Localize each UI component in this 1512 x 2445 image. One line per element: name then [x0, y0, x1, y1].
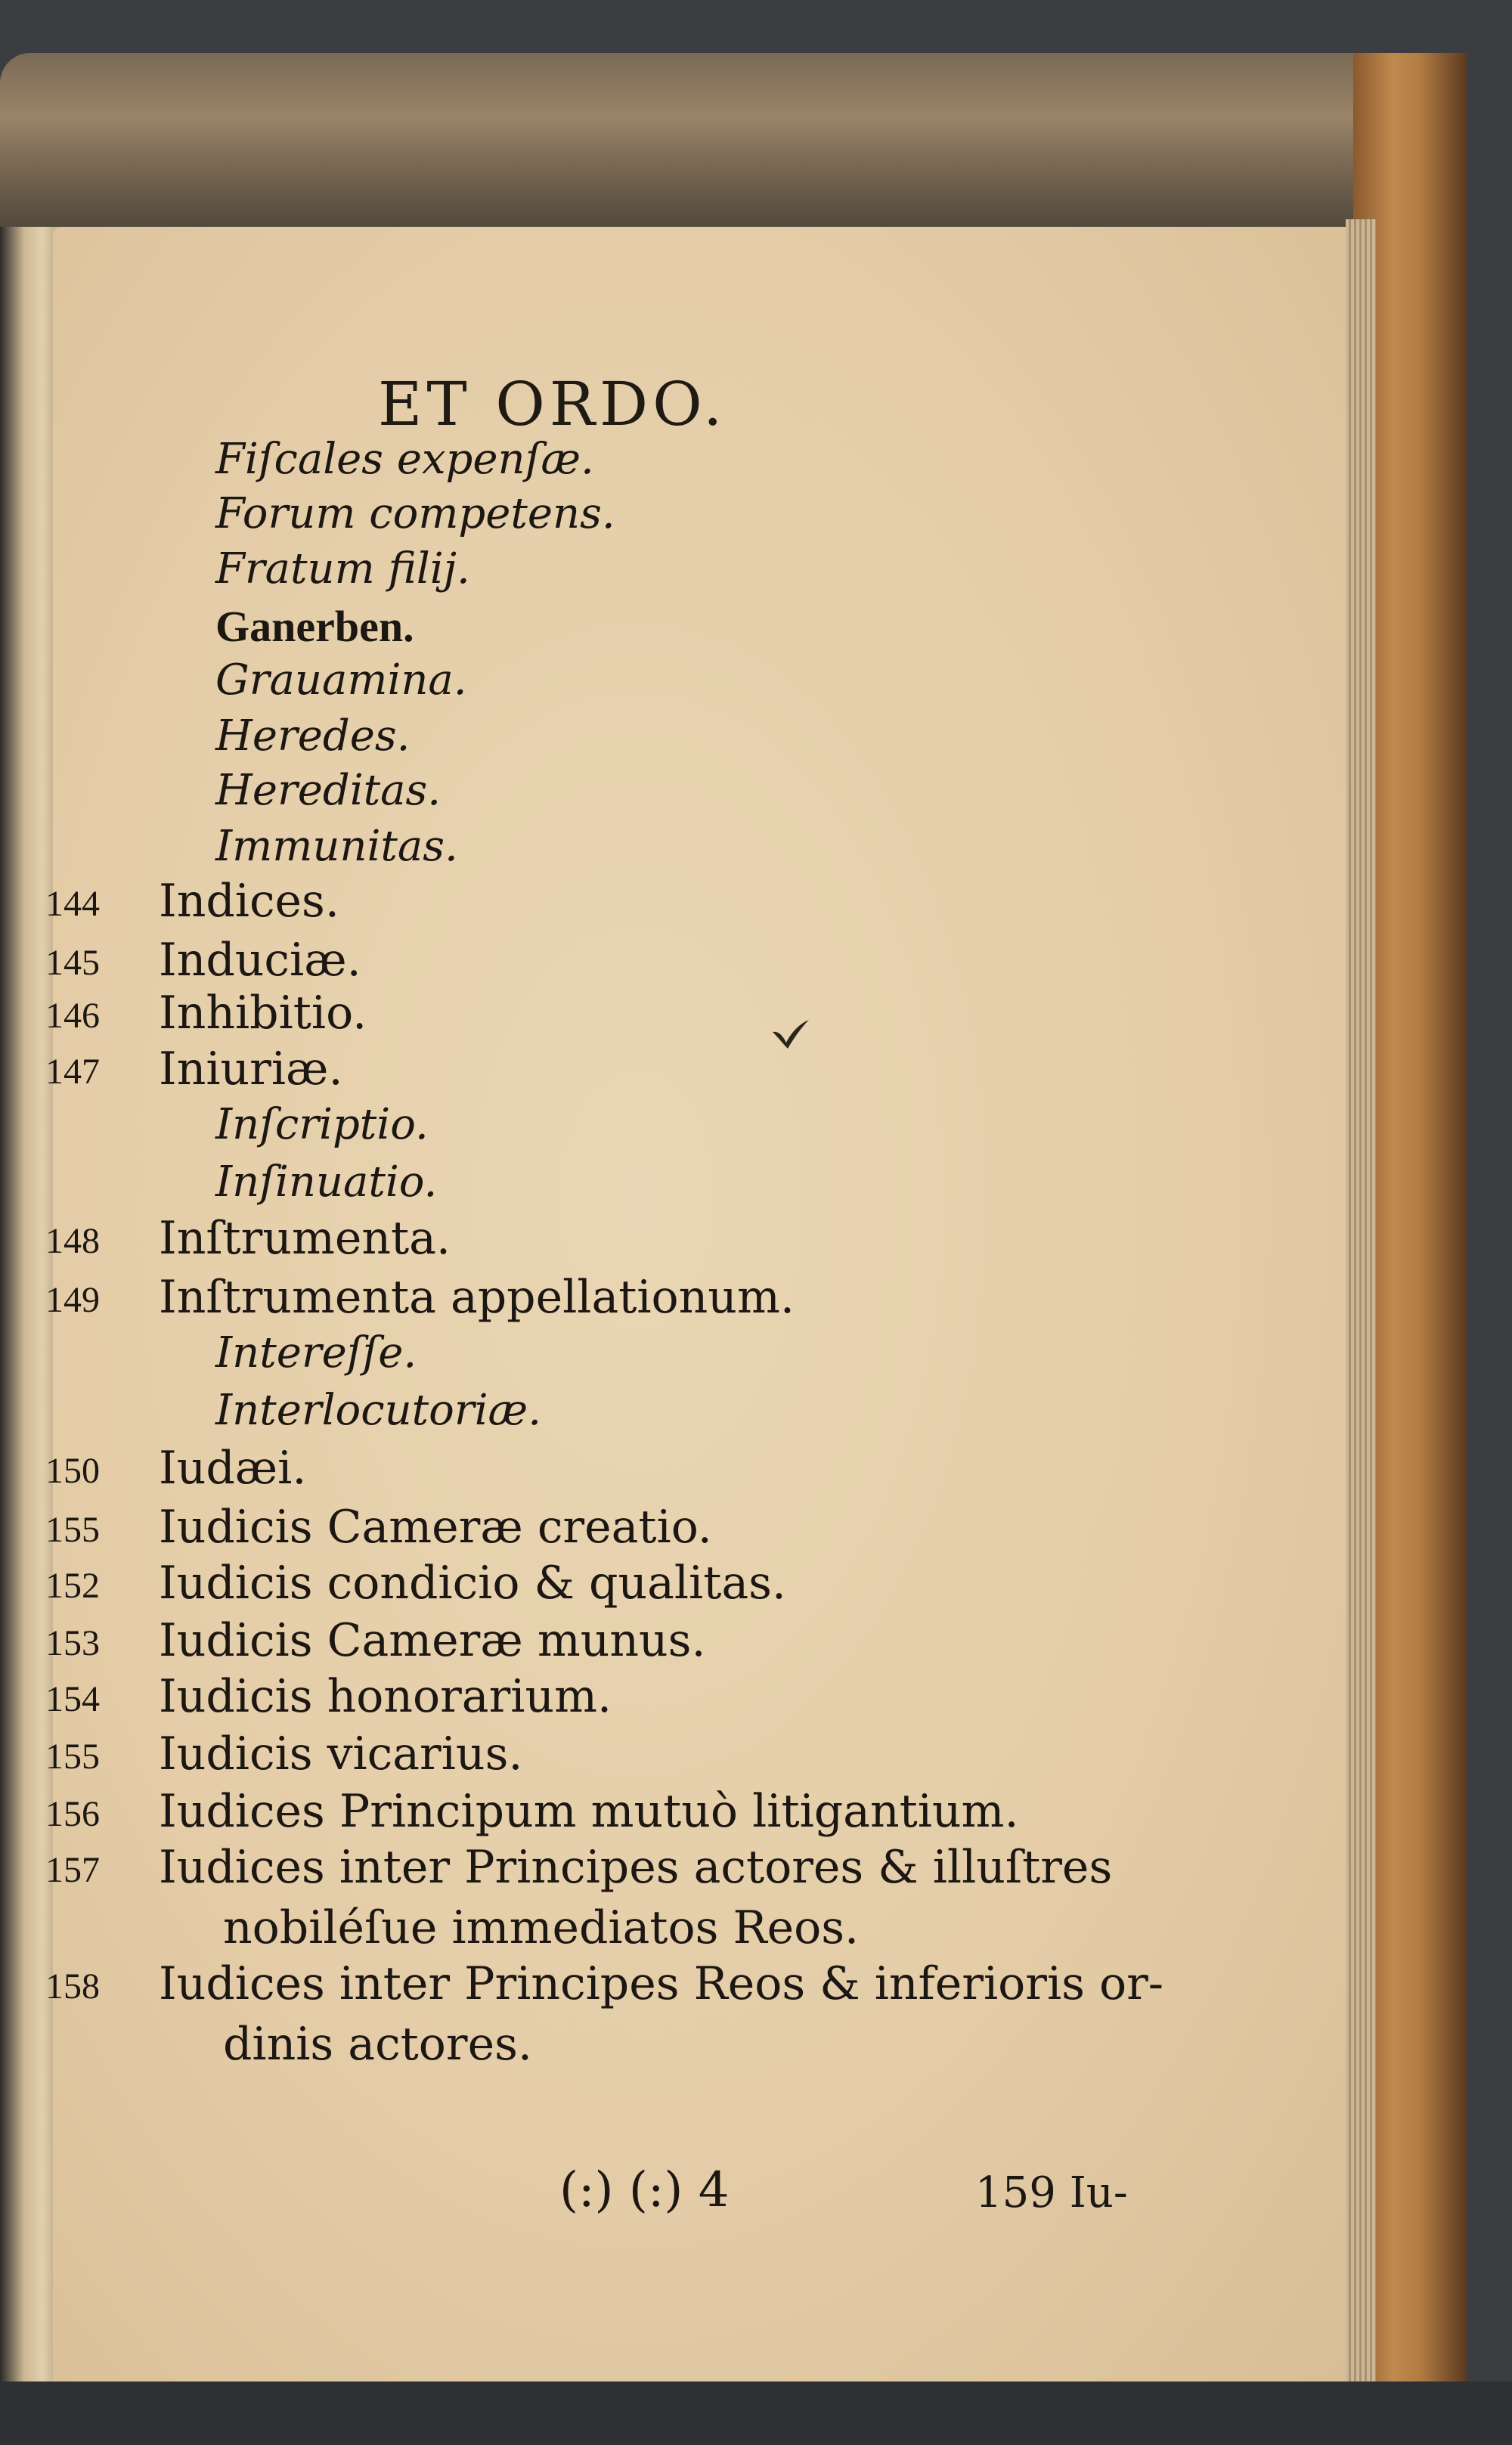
entry-number: 155	[45, 1510, 100, 1550]
entry-text: Induciæ.	[159, 934, 361, 987]
entry-text: nobiléſue immediatos Reos.	[223, 1901, 860, 1954]
entry-text: Inhibitio.	[159, 987, 367, 1040]
entry-number: 152	[45, 1566, 100, 1606]
entry-number: 149	[45, 1280, 100, 1320]
index-entry	[0, 766, 1285, 823]
entry-text: Iniuriæ.	[159, 1043, 343, 1095]
entry-text: Fiſcales expenſæ.	[215, 435, 594, 484]
entry-text: Heredes.	[215, 711, 411, 761]
entry-text: Intereſſe.	[215, 1328, 417, 1377]
entry-number: 147	[45, 1052, 100, 1092]
entry-text: Immunitas.	[215, 822, 458, 871]
entry-number: 148	[45, 1221, 100, 1261]
entry-number: 144	[45, 884, 100, 924]
entry-text: dinis actores.	[223, 2018, 532, 2071]
entry-text: Iudicis Cameræ creatio.	[159, 1501, 712, 1554]
entry-text: Inſinuatio.	[215, 1157, 438, 1207]
page-stack-edge	[1346, 219, 1376, 2412]
entry-number: 156	[45, 1794, 100, 1834]
entry-number: 158	[45, 1966, 100, 2007]
index-entry	[0, 1670, 1285, 1727]
index-entry	[0, 1728, 1285, 1784]
entry-number: 145	[45, 943, 100, 983]
index-entry	[0, 2018, 1285, 2075]
index-entry	[0, 1157, 1285, 1214]
entry-text: Ganerben.	[215, 602, 414, 651]
index-entry	[0, 1557, 1285, 1613]
index-entry	[0, 1614, 1285, 1671]
entry-text: Fratum filij.	[215, 544, 470, 593]
background-strip	[0, 2381, 1512, 2445]
entry-text: Inſtrumenta.	[159, 1212, 451, 1265]
index-entry	[0, 1328, 1285, 1385]
catchword: 159 Iu-	[975, 2168, 1128, 2217]
entry-text: Iudices inter Principes actores & illuſtres	[159, 1841, 1113, 1894]
index-entry	[0, 1442, 1285, 1498]
index-entry	[0, 987, 1285, 1043]
entry-text: Inſcriptio.	[215, 1100, 429, 1149]
index-entry	[0, 1043, 1285, 1099]
entry-number: 146	[45, 996, 100, 1036]
index-entry	[0, 1271, 1285, 1328]
entry-text: Indices.	[159, 875, 339, 928]
entry-number: 150	[45, 1451, 100, 1491]
index-entry	[0, 602, 1285, 658]
index-entry	[0, 544, 1285, 601]
entry-text: Iudicis condicio & qualitas.	[159, 1557, 786, 1610]
index-entry	[0, 934, 1285, 990]
index-entry	[0, 1501, 1285, 1557]
entry-number: 153	[45, 1623, 100, 1663]
entry-text: Iudicis Cameræ munus.	[159, 1614, 706, 1667]
book-top-edge	[0, 53, 1459, 234]
index-entry	[0, 711, 1285, 768]
index-entry	[0, 1957, 1285, 2014]
entry-number: 155	[45, 1737, 100, 1777]
entry-number: 157	[45, 1850, 100, 1890]
index-entry	[0, 875, 1285, 931]
signature-mark: (:) (:) 4	[559, 2162, 730, 2218]
entry-text: Hereditas.	[215, 766, 442, 815]
index-entry	[0, 1386, 1285, 1443]
entry-number: 154	[45, 1679, 100, 1719]
index-entry	[0, 1841, 1285, 1898]
entry-text: Forum competens.	[215, 489, 615, 538]
entry-text: Grauamina.	[215, 655, 467, 705]
entry-text: Iudæi.	[159, 1442, 307, 1495]
index-entry	[0, 1100, 1285, 1157]
index-entry	[0, 655, 1285, 712]
index-entry	[0, 1785, 1285, 1842]
entry-text: Iudices inter Principes Reos & inferioris or-	[159, 1957, 1164, 2010]
entry-text: Inſtrumenta appellationum.	[159, 1271, 795, 1324]
entry-text: Iudicis vicarius.	[159, 1728, 523, 1780]
index-entry	[0, 489, 1285, 546]
entry-text: Iudices Principum mutuò litigantium.	[159, 1785, 1019, 1838]
entry-text: Iudicis honorarium.	[159, 1670, 612, 1723]
running-head: ET ORDO.	[378, 369, 727, 439]
index-entry	[0, 822, 1285, 879]
entry-text: Interlocutoriæ.	[215, 1386, 541, 1435]
ink-check-mark-icon	[771, 1017, 810, 1050]
index-entry	[0, 1212, 1285, 1269]
index-entry	[0, 435, 1285, 491]
index-entry	[0, 1901, 1285, 1958]
